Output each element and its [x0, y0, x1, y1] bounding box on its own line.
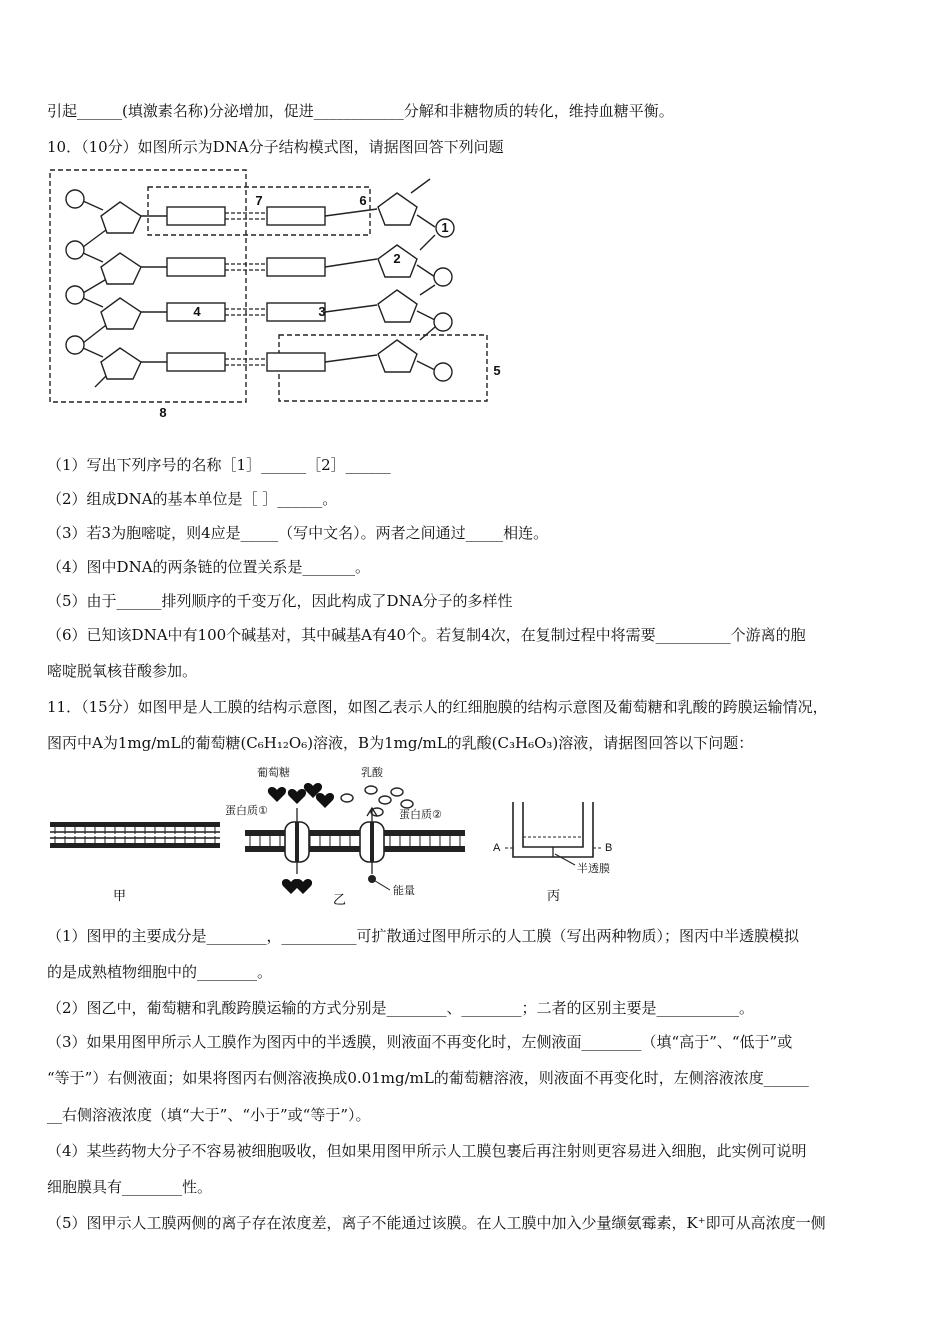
q11-part-2: （2）图乙中，葡萄糖和乳酸跨膜运输的方式分别是________、________；二者的区别主要是___________。: [47, 999, 755, 1017]
bilayer-yi: [245, 830, 465, 852]
q11-part-1b: 的是成熟植物细胞中的________。: [47, 963, 273, 981]
label-jia: 甲: [113, 888, 127, 903]
label-glucose: 葡萄糖: [257, 767, 290, 779]
q10-part-5: （5）由于______排列顺序的千变万化，因此构成了DNA分子的多样性: [47, 592, 513, 610]
q11-part-4a: （4）某些药物大分子不容易被细胞吸收，但如果用图甲所示人工膜包裹后再注射则更容易进入细胞，此实例可说明: [47, 1142, 807, 1160]
question-11-desc: 图丙中A为1mg/mL的葡萄糖(C₆H₁₂O₆)溶液，B为1mg/mL的乳酸(C₃H₆O₃)溶液，请据图回答以下问题：: [47, 734, 754, 752]
question-10-title: 10．（10分）如图所示为DNA分子结构模式图，请据图回答下列问题: [47, 138, 504, 156]
q10-part-2: （2）组成DNA的基本单位是［ ］______。: [47, 490, 338, 508]
label-lactic: 乳酸: [361, 767, 383, 779]
label-6: 6: [359, 193, 367, 208]
label-energy: 能量: [393, 885, 415, 897]
q10-part-3: （3）若3为胞嘧啶，则4应是_____（写中文名）。两者之间通过_____相连。: [47, 524, 549, 542]
label-1: 1: [441, 220, 449, 235]
label-semipermeable: 半透膜: [577, 863, 610, 875]
q10-part-1: （1）写出下列序号的名称［1］______［2］______: [47, 456, 391, 474]
dna-structure-figure: [45, 165, 515, 420]
text-line-blood-sugar: 引起______(填激素名称)分泌增加，促进____________分解和非糖物质的转化，维持血糖平衡。: [47, 102, 674, 120]
label-protein-2: 蛋白质②: [399, 809, 442, 821]
q11-part-3a: （3）如果用图甲所示人工膜作为图丙中的半透膜，则液面不再变化时，左侧液面________（填“高于”、“低于”或: [47, 1033, 793, 1051]
label-2: 2: [393, 251, 401, 266]
q11-part-3c: __右侧溶液浓度（填“大于”、“小于”或“等于”）。: [47, 1106, 371, 1124]
q10-part-6a: （6）已知该DNA中有100个碱基对，其中碱基A有40个。若复制4次，在复制过程中将需要__________个游离的胞: [47, 626, 806, 644]
bilayer-jia: [50, 822, 220, 848]
q11-part-4b: 细胞膜具有________性。: [47, 1178, 213, 1196]
label-b: B: [605, 842, 613, 854]
q11-part-1a: （1）图甲的主要成分是________，__________可扩散通过图甲所示的人工膜（写出两种物质）；图丙中半透膜模拟: [47, 927, 800, 945]
q11-part-3b: “等于”）右侧液面；如果将图丙右侧溶液换成0.01mg/mL的葡萄糖溶液，则液面不再变化时，左侧溶液浓度______: [47, 1069, 809, 1087]
label-bing: 丙: [547, 888, 561, 903]
label-a: A: [493, 842, 501, 854]
label-5: 5: [493, 363, 501, 378]
label-4: 4: [193, 304, 201, 319]
q10-part-6b: 嘧啶脱氧核苷酸参加。: [47, 662, 198, 680]
question-11-title: 11．（15分）如图甲是人工膜的结构示意图，如图乙表示人的红细胞膜的结构示意图及葡萄糖和乳酸的跨膜运输情况，: [47, 698, 828, 716]
label-8: 8: [159, 405, 167, 420]
q10-part-4: （4）图中DNA的两条链的位置关系是_______。: [47, 558, 371, 576]
label-3: 3: [318, 304, 326, 319]
label-protein-1: 蛋白质①: [225, 805, 268, 817]
base-3: [267, 303, 325, 321]
u-tube-bing: [505, 802, 601, 865]
q11-part-5: （5）图甲示人工膜两侧的离子存在浓度差，离子不能通过该膜。在人工膜中加入少量缬氨霉素，K⁺即可从高浓度一侧: [47, 1214, 826, 1232]
membrane-figure: [45, 762, 645, 912]
label-yi: 乙: [333, 892, 347, 907]
label-7: 7: [255, 193, 263, 208]
